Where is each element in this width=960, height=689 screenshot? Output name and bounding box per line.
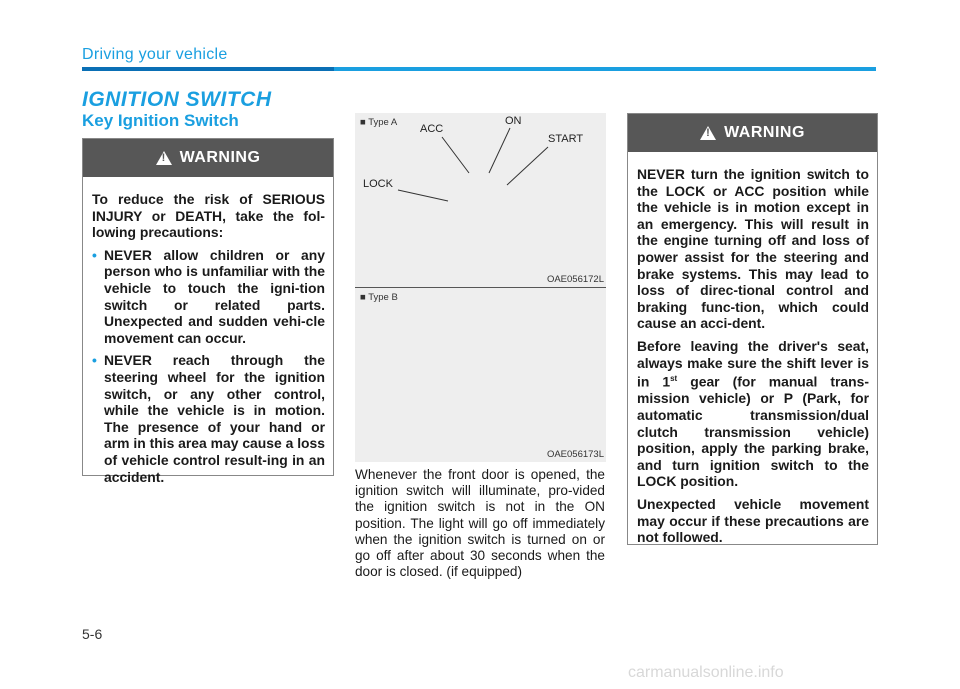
acc-leader-line	[442, 137, 469, 173]
on-label: ON	[505, 115, 522, 127]
warning-paragraph: NEVER turn the ignition switch to the LOCK or ACC position while the vehicle is in motion except in an emergency. This will result in the engine turning off and loss of power assist for the steering and brake systems. This may lead to loss of direc-tional control and braking func-tion, which could cause an acci-dent.	[637, 166, 869, 332]
warning-heading-right	[628, 114, 877, 152]
page-subtitle: Key Ignition Switch	[82, 111, 239, 130]
page-number: 5-6	[82, 626, 103, 642]
warning-bullet: • NEVER reach through the steering wheel for the ignition switch, or any other control, while the vehicle is in motion. The presence of your hand or arm in this area may cause a loss of vehicle control result-ing in an accident.	[92, 352, 325, 485]
lock-label: LOCK	[363, 178, 393, 190]
warning-p2-start: Before leaving the driver's seat, always make sure the shift lever is in 1	[637, 337, 869, 390]
section-header: Driving your vehicle	[82, 46, 228, 63]
warning-heading-text: WARNING	[179, 149, 261, 166]
start-label: START	[548, 133, 584, 145]
warning-triangle-icon	[700, 126, 716, 140]
figure-a-code: OAE056172L	[546, 274, 604, 285]
header-rule-accent	[82, 67, 334, 71]
figure-b-code: OAE056173L	[546, 449, 604, 460]
warning-paragraph	[637, 338, 869, 490]
warning-p2-end: gear (for manual trans-mission vehicle) or P (Park, for automatic transmission/dual clutch transmission vehicle) position, apply the parking brake, and turn ignition switch to the LOCK position.	[637, 373, 869, 490]
acc-label: ACC	[420, 123, 444, 135]
warning-body-left	[83, 177, 333, 501]
figure-type-b	[355, 288, 606, 462]
figure-b-type-label: ■ Type B	[360, 292, 398, 303]
page-title: IGNITION SWITCH	[82, 88, 272, 111]
body-paragraph: Whenever the front door is opened, the ignition switch will illuminate, pro-vided the ignition switch is not in the ON position. The light will go off immediately when the ignition switch is turned on or go off after about 30 seconds when the door is closed. (if equipped)	[355, 467, 605, 580]
figure-a-type-label: ■ Type A	[360, 117, 398, 128]
warning-triangle-icon	[156, 151, 172, 165]
ordinal-suffix: st	[670, 374, 678, 384]
warning-box-left	[82, 138, 334, 485]
lock-leader-line	[398, 190, 448, 201]
warning-bullet: • NEVER allow children or any person who is unfamiliar with the vehicle to touch the igni-tion switch or related parts. Unexpected and sudden vehi-cle movement can occur.	[92, 247, 325, 347]
warning-heading-text: WARNING	[724, 124, 805, 141]
warning-intro: To reduce the risk of SERIOUS INJURY or DEATH, take the fol-lowing precautions:	[92, 191, 325, 241]
start-leader-line	[507, 147, 548, 185]
on-leader-line	[489, 128, 510, 173]
footer-watermark: carmanualsonline.info	[628, 664, 784, 681]
warning-box-right	[627, 113, 878, 545]
warning-heading-left	[83, 139, 333, 177]
warning-body-right	[628, 152, 877, 562]
warning-paragraph: Unexpected vehicle movement may occur if these precautions are not followed.	[637, 495, 869, 546]
figure-type-a	[355, 113, 606, 287]
